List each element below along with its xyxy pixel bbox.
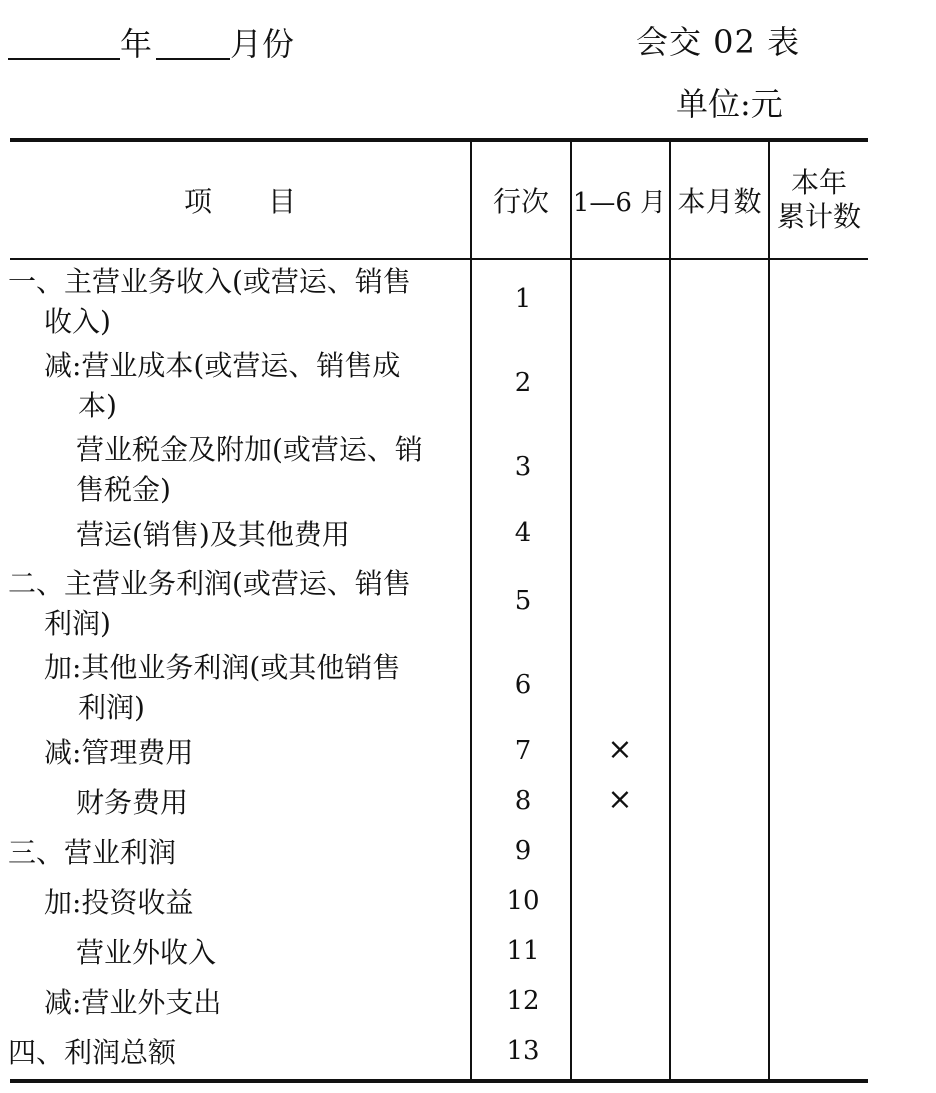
report-period xyxy=(8,18,294,68)
header-ytd-line2: 累计数 xyxy=(776,200,861,233)
row-item-text: 加:投资收益 xyxy=(44,886,194,919)
row-item-text: 加:其他业务利润(或其他销售 xyxy=(44,651,401,684)
row-item-text: 减:营业成本(或营运、销售成 xyxy=(44,349,401,382)
column-divider xyxy=(570,140,572,1080)
row-item-label xyxy=(0,430,466,510)
row-number: 5 xyxy=(514,586,532,616)
row-number: 7 xyxy=(514,736,532,766)
row-item-text: 本) xyxy=(78,389,117,422)
month-label: 月份 xyxy=(230,25,295,63)
row-item-label xyxy=(0,733,466,773)
row-item-label xyxy=(0,515,466,555)
header-item: 项 目 xyxy=(183,185,296,218)
row-item-text: 减:营业外支出 xyxy=(44,986,222,1019)
row-item-text: 四、利润总额 xyxy=(8,1036,177,1069)
row-item-text: 营业外收入 xyxy=(76,936,217,969)
row-number: 8 xyxy=(514,786,532,816)
column-divider xyxy=(768,140,770,1080)
row-item-label xyxy=(0,783,466,823)
row-item-text: 收入) xyxy=(44,305,111,338)
row-item-text: 三、营业利润 xyxy=(8,836,177,869)
unit-label: 单位:元 xyxy=(676,85,783,123)
row-item-text: 利润) xyxy=(44,607,111,640)
row-number: 3 xyxy=(514,452,532,482)
row-number: 4 xyxy=(514,518,532,548)
row-item-text: 营业税金及附加(或营运、销 xyxy=(76,433,423,466)
row-item-label xyxy=(0,883,466,923)
header-ytd-line1: 本年 xyxy=(790,166,847,199)
column-divider xyxy=(669,140,671,1080)
month-blank xyxy=(156,18,230,60)
table-header-rule xyxy=(10,258,868,260)
not-applicable-mark: × xyxy=(607,732,633,767)
row-item-label xyxy=(0,833,466,873)
row-item-label xyxy=(0,262,466,342)
row-number: 10 xyxy=(506,886,540,916)
row-number: 12 xyxy=(506,986,540,1016)
header-jan-jun: 1—6 月 xyxy=(572,187,667,218)
not-applicable-mark: × xyxy=(607,782,633,817)
row-item-label xyxy=(0,346,466,426)
row-item-text: 二、主营业务利润(或营运、销售 xyxy=(8,567,411,600)
row-item-label xyxy=(0,983,466,1023)
column-divider xyxy=(470,140,472,1080)
row-item-label xyxy=(0,933,466,973)
row-item-text: 一、主营业务收入(或营运、销售 xyxy=(8,265,411,298)
row-item-label xyxy=(0,648,466,728)
form-code: 会交 02 表 xyxy=(636,23,801,61)
row-item-text: 利润) xyxy=(78,691,145,724)
row-number: 11 xyxy=(506,936,540,966)
year-label: 年 xyxy=(120,25,153,63)
row-number: 6 xyxy=(514,670,532,700)
row-number: 1 xyxy=(514,284,532,314)
row-item-text: 售税金) xyxy=(76,473,171,506)
row-item-label xyxy=(0,1033,466,1073)
year-blank xyxy=(8,18,120,60)
row-number: 13 xyxy=(506,1036,540,1066)
header-this-month: 本月数 xyxy=(677,185,762,218)
row-item-text: 减:管理费用 xyxy=(44,736,194,769)
header-row-no: 行次 xyxy=(492,185,549,218)
header-ytd xyxy=(770,142,868,258)
row-item-label xyxy=(0,564,466,644)
row-number: 2 xyxy=(514,368,532,398)
row-item-text: 营运(销售)及其他费用 xyxy=(76,518,350,551)
table-bottom-rule xyxy=(10,1079,868,1083)
row-number: 9 xyxy=(514,836,532,866)
row-item-text: 财务费用 xyxy=(76,786,189,819)
